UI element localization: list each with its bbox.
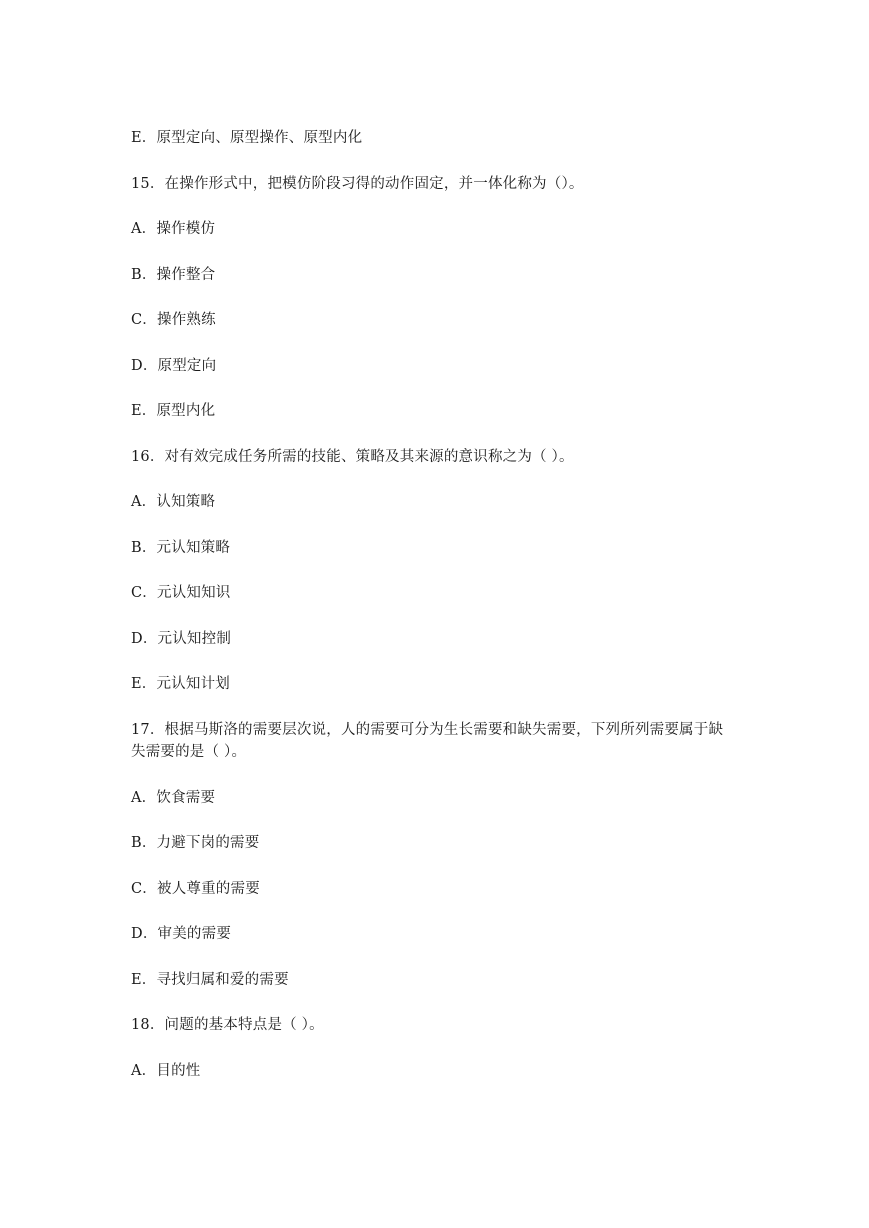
q18-option-a: A．目的性	[131, 1063, 201, 1079]
q16-stem: 16．对有效完成任务所需的技能、策略及其来源的意识称之为（ ）。	[131, 449, 574, 465]
q15-stem: 15．在操作形式中，把模仿阶段习得的动作固定，并一体化称为（）。	[131, 176, 584, 192]
q18-stem: 18．问题的基本特点是（ ）。	[131, 1017, 324, 1033]
q16-option-a: A．认知策略	[131, 494, 216, 510]
q15-option-a: A．操作模仿	[131, 221, 216, 237]
q17-option-b: B．力避下岗的需要	[131, 835, 260, 851]
q17-stem-line-2: 失需要的是（ ）。	[131, 744, 247, 760]
q15-option-d: D．原型定向	[131, 358, 217, 374]
q14-option-e: E．原型定向、原型操作、原型内化	[131, 130, 363, 146]
q16-option-d: D．元认知控制	[131, 631, 232, 647]
q17-option-e: E．寻找归属和爱的需要	[131, 972, 289, 988]
q16-option-c: C．元认知知识	[131, 585, 231, 601]
q15-option-e: E．原型内化	[131, 403, 216, 419]
q17-option-a: A．饮食需要	[131, 790, 216, 806]
q17-option-d: D．审美的需要	[131, 926, 232, 942]
q15-option-b: B．操作整合	[131, 267, 216, 283]
q17-option-c: C．被人尊重的需要	[131, 881, 260, 897]
q16-option-e: E．元认知计划	[131, 676, 230, 692]
q15-option-c: C．操作熟练	[131, 312, 216, 328]
q17-stem-line-1: 17．根据马斯洛的需要层次说，人的需要可分为生长需要和缺失需要，下列所列需要属于缺	[131, 722, 724, 738]
q16-option-b: B．元认知策略	[131, 540, 231, 556]
